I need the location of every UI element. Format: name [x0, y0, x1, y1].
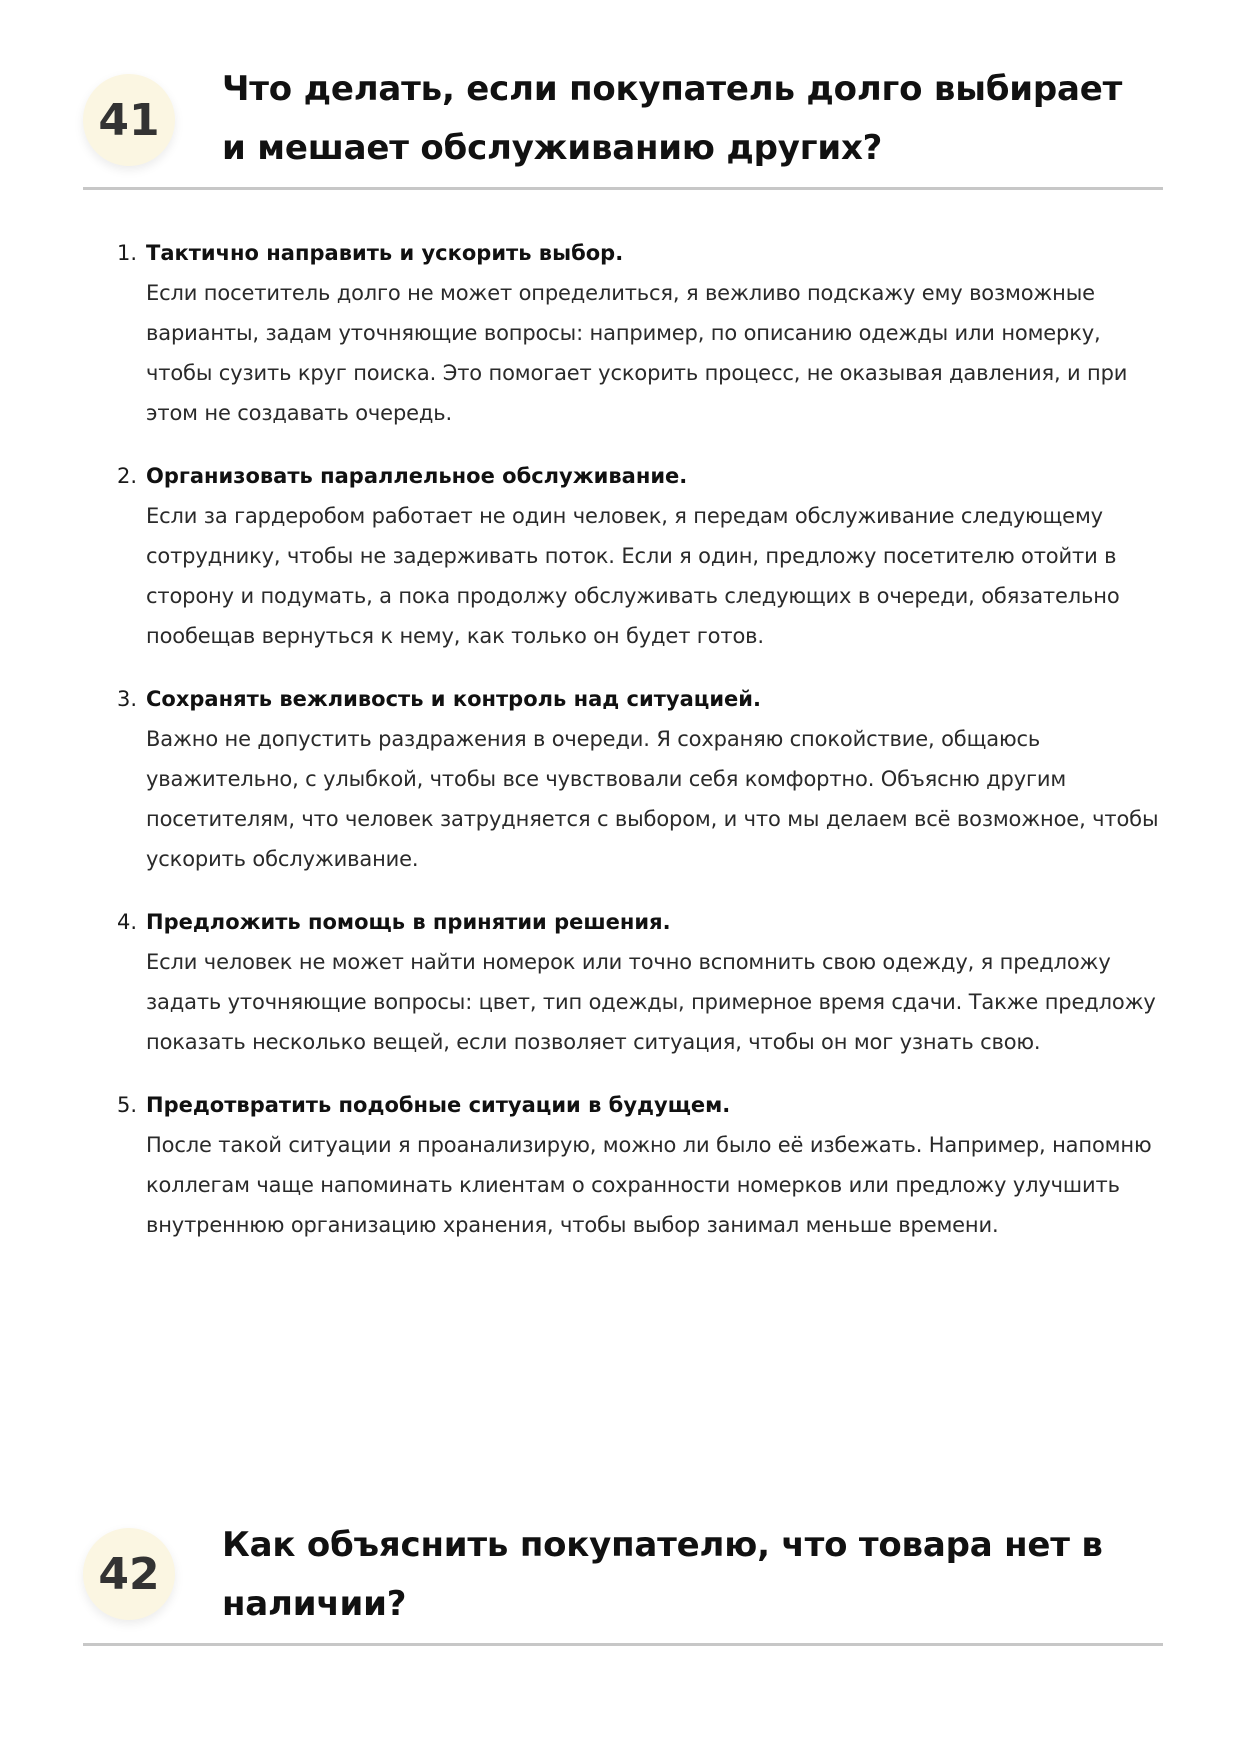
item-title: Предложить помощь в принятии решения. — [146, 910, 671, 934]
item-number: 2. — [117, 464, 138, 488]
item-text: Если человек не может найти номерок или точно вспомнить свою одежду, я предложу задать уточняющие вопросы: цвет, тип одежды, примерное время сдачи. Также предложу показать несколько вещей, если позволяет ситуация, чтобы он мог узнать свою. — [146, 950, 1156, 1054]
list-item — [117, 1085, 1167, 1245]
list-item — [117, 233, 1167, 433]
item-title: Предотвратить подобные ситуации в будущем. — [146, 1093, 731, 1117]
question-number-badge: 41 — [83, 74, 175, 166]
list-item — [117, 902, 1167, 1062]
item-number: 1. — [117, 241, 138, 265]
question-header-41 — [83, 60, 1163, 190]
item-title: Сохранять вежливость и контроль над ситуацией. — [146, 687, 761, 711]
question-title: Что делать, если покупатель долго выбирает и мешает обслуживанию других? — [222, 69, 1123, 168]
item-text: После такой ситуации я проанализирую, можно ли было её избежать. Например, напомню коллегам чаще напоминать клиентам о сохранности номерков или предложу улучшить внутреннюю организацию хранения, чтобы выбор занимал меньше времени. — [146, 1133, 1152, 1237]
item-title: Организовать параллельное обслуживание. — [146, 464, 688, 488]
question-header-42 — [83, 1512, 1163, 1646]
item-number: 3. — [117, 687, 138, 711]
question-title: Как объяснить покупателю, что товара нет в наличии? — [222, 1525, 1103, 1624]
list-item — [117, 679, 1167, 879]
item-text: Важно не допустить раздражения в очереди. Я сохраняю спокойствие, общаюсь уважительно, с улыбкой, чтобы все чувствовали себя комфортно. Объясню другим посетителям, что человек затрудняется с выбором, и что мы делаем всё возможное, чтобы ускорить обслуживание. — [146, 727, 1159, 871]
item-title: Тактично направить и ускорить выбор. — [146, 241, 624, 265]
item-number: 5. — [117, 1093, 138, 1117]
question-number-badge: 42 — [83, 1528, 175, 1620]
item-number: 4. — [117, 910, 138, 934]
answer-list — [117, 233, 1167, 1268]
item-text: Если посетитель долго не может определиться, я вежливо подскажу ему возможные варианты, задам уточняющие вопросы: например, по описанию одежды или номерку, чтобы сузить круг поиска. Это помогает ускорить процесс, не оказывая давления, и при этом не создавать очередь. — [146, 281, 1128, 425]
list-item — [117, 456, 1167, 656]
item-text: Если за гардеробом работает не один человек, я передам обслуживание следующему сотруднику, чтобы не задерживать поток. Если я один, предложу посетителю отойти в сторону и подумать, а пока продолжу обслуживать следующих в очереди, обязательно пообещав вернуться к нему, как только он будет готов. — [146, 504, 1120, 648]
